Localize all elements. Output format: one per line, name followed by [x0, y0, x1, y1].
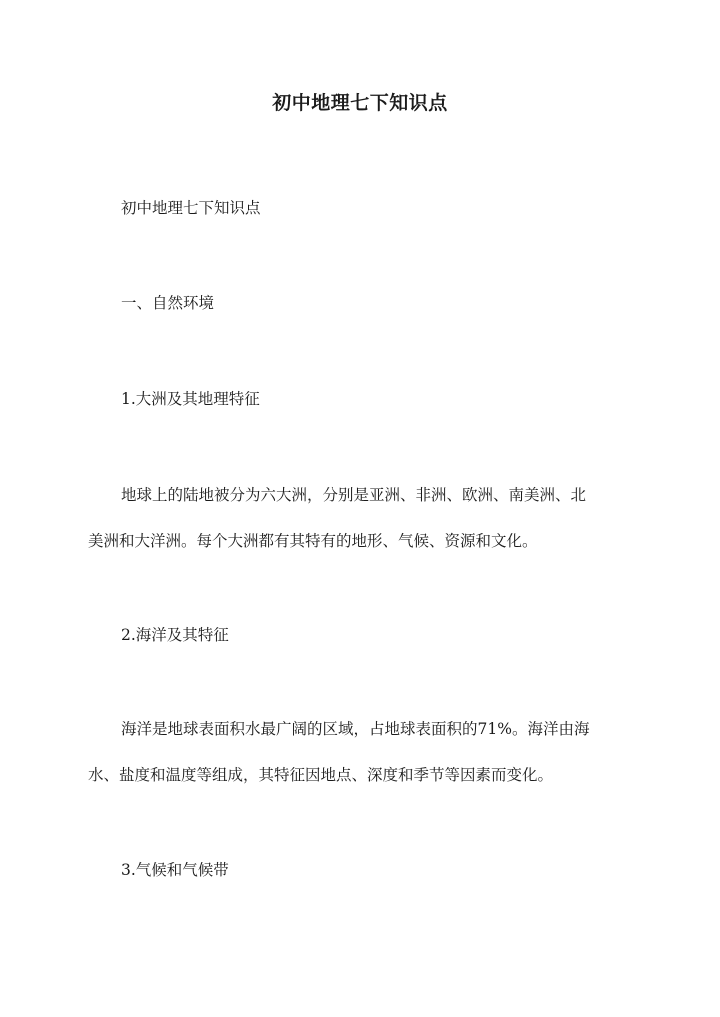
paragraph-oceans-line-2: 水、盐度和温度等组成，其特征因地点、深度和季节等因素而变化。	[88, 766, 554, 784]
paragraph-continents-line-2: 美洲和大洋洲。每个大洲都有其特有的地形、气候、资源和文化。	[88, 532, 538, 550]
section-heading-natural-environment: 一、自然环境	[121, 294, 215, 312]
subsection-heading-oceans: 2.海洋及其特征	[121, 626, 229, 644]
paragraph-subtitle: 初中地理七下知识点	[121, 199, 261, 217]
subsection-heading-continents: 1.大洲及其地理特征	[121, 390, 260, 408]
document-title: 初中地理七下知识点	[272, 92, 448, 114]
paragraph-oceans-line-1: 海洋是地球表面积水最广阔的区域，占地球表面积的71%。海洋由海	[121, 720, 590, 738]
paragraph-continents-line-1: 地球上的陆地被分为六大洲，分别是亚洲、非洲、欧洲、南美洲、北	[121, 486, 587, 504]
subsection-heading-climate: 3.气候和气候带	[121, 861, 229, 879]
